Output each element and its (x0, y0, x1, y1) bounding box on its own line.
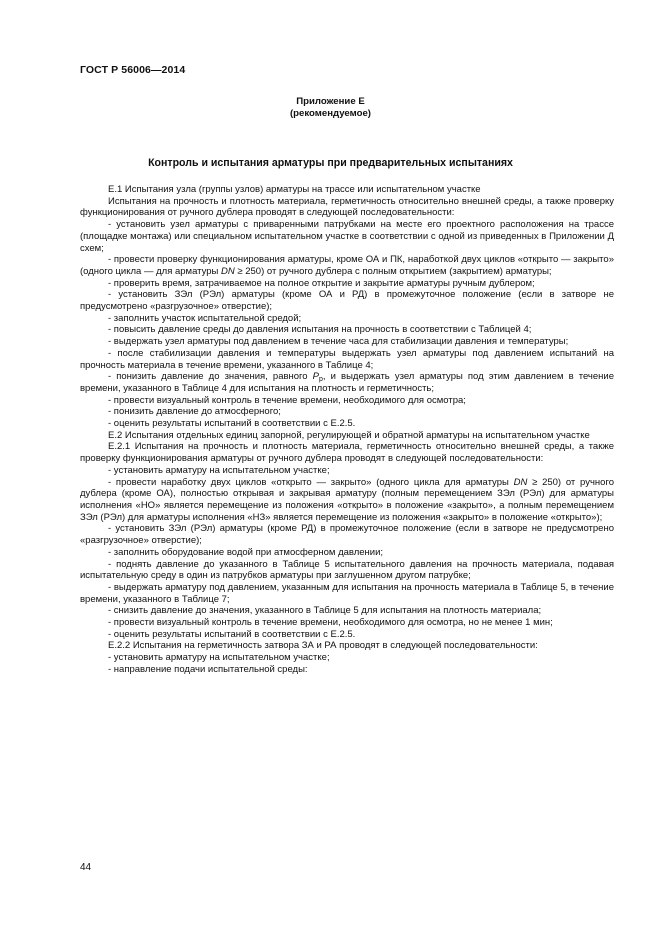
list-item: - поднять давление до указанного в Таблице 5 испытательного давления на прочность материала, подавая испытательную среду в один из патрубков арматуры при заглушенном другом патрубке; (80, 558, 614, 582)
list-item: - оценить результаты испытаний в соответствии с Е.2.5. (108, 628, 356, 640)
list-item: - провести наработку двух циклов «открыто — закрыто» (одного цикла для арматуры DN ≥ 250) от ручного дублера (кроме ОА), полностью открывая и закрывая арматуру (полным перемещением ЗЭл (РЭл) для арматуры исполнения «НО» является перемещение из положения «открыто» в положение «закрыто», а полным перемещением ЗЭл (РЭл) для арматуры исполнения «НЗ» является перемещение из положения «закрыто» в положение «открыто»); (80, 476, 614, 523)
list-item: - провести проверку функционирования арматуры, кроме ОА и ПК, наработкой двух циклов «открыто — закрыто» (одного цикла — для арматуры DN ≥ 250) от ручного дублера с полным открытием (закрытием) арматуры; (80, 254, 614, 277)
list-item: - направление подачи испытательной среды: (108, 663, 308, 675)
paragraph: Е.2.2 Испытания на герметичность затвора ЗА и РА проводят в следующей последовательности: (108, 640, 538, 652)
list-item: - провести визуальный контроль в течение времени, необходимого для осмотра; (108, 394, 466, 406)
paragraph-e2-heading: Е.2 Испытания отдельных единиц запорной, регулирующей и обратной арматуры на испытательном участке (108, 429, 590, 441)
list-item: - оценить результаты испытаний в соответствии с Е.2.5. (108, 418, 356, 430)
paragraph-e1-heading: Е.1 Испытания узла (группы узлов) арматуры на трассе или испытательном участке (108, 184, 481, 195)
list-item: - повысить давление среды до давления испытания на прочность в соответствии с Таблицей 4; (108, 324, 532, 336)
document-header: ГОСТ Р 56006—2014 (80, 64, 186, 76)
paragraph: Е.2.1 Испытания на прочность и плотность материала, герметичность относительно внешней среды, а также проверку функционирования арматуры от ручного дублера проводят в следующей последовательности: (80, 441, 614, 465)
paragraph: Испытания на прочность и плотность материала, герметичность относительно внешней среды, а также проверку функционирования от ручного дублера проводят в следующей последовательности: (80, 195, 614, 219)
list-item: - провести визуальный контроль в течение времени, необходимого для осмотра, но не менее 1 мин; (108, 617, 553, 629)
list-item: - выдержать узел арматуры под давлением в течение часа для стабилизации давления и температуры; (108, 336, 569, 348)
list-item: - снизить давление до значения, указанного в Таблице 5 для испытания на плотность материала; (108, 605, 542, 617)
list-item: - установить ЗЭл (РЭл) арматуры (кроме ОА и РД) в промежуточное положение (если в затворе не предусмотрено «разгрузочное» отверстие); (80, 289, 614, 313)
page-number: 44 (80, 862, 92, 873)
list-item: - установить арматуру на испытательном участке; (108, 464, 330, 476)
list-item: - установить узел арматуры с приваренными патрубками на месте его проектного расположения на трассе (площадке монтажа) или специальном испытательном участке в соответствии с одной из приведенных в Приложении Д схем; (80, 219, 614, 254)
list-item: - проверить время, затрачиваемое на полное открытие и закрытие арматуры ручным дублером; (108, 277, 535, 289)
annex-title: Приложение Е (296, 96, 365, 107)
list-item: - после стабилизации давления и температуры выдержать узел арматуры под давлением испытаний на прочность материала в течение времени, указанного в Таблице 4; (80, 347, 614, 371)
list-item: - понизить давление до значения, равного $P_р$, и выдержать узел арматуры под этим давлением в течение времени, указанного в Таблице 4 для испытания на плотность и герметичность; (80, 371, 614, 394)
section-title: Контроль и испытания арматуры при предварительных испытаниях (148, 157, 513, 169)
list-item: - заполнить участок испытательной средой; (108, 312, 302, 324)
annex-subtitle: (рекомендуемое) (289, 108, 371, 119)
list-item: - установить арматуру на испытательном участке; (108, 652, 330, 664)
list-item: - установить ЗЭл (РЭл) арматуры (кроме РД) в промежуточное положение (если в затворе не предусмотрено «разгрузочное» отверстие); (80, 523, 614, 547)
list-item: - понизить давление до атмосферного; (108, 406, 281, 418)
list-item: - заполнить оборудование водой при атмосферном давлении; (108, 546, 384, 558)
list-item: - выдержать арматуру под давлением, указанным для испытания на прочность материала в Таблице 5, в течение времени, указанного в Таблице 7; (80, 581, 614, 605)
document-body (80, 184, 614, 676)
